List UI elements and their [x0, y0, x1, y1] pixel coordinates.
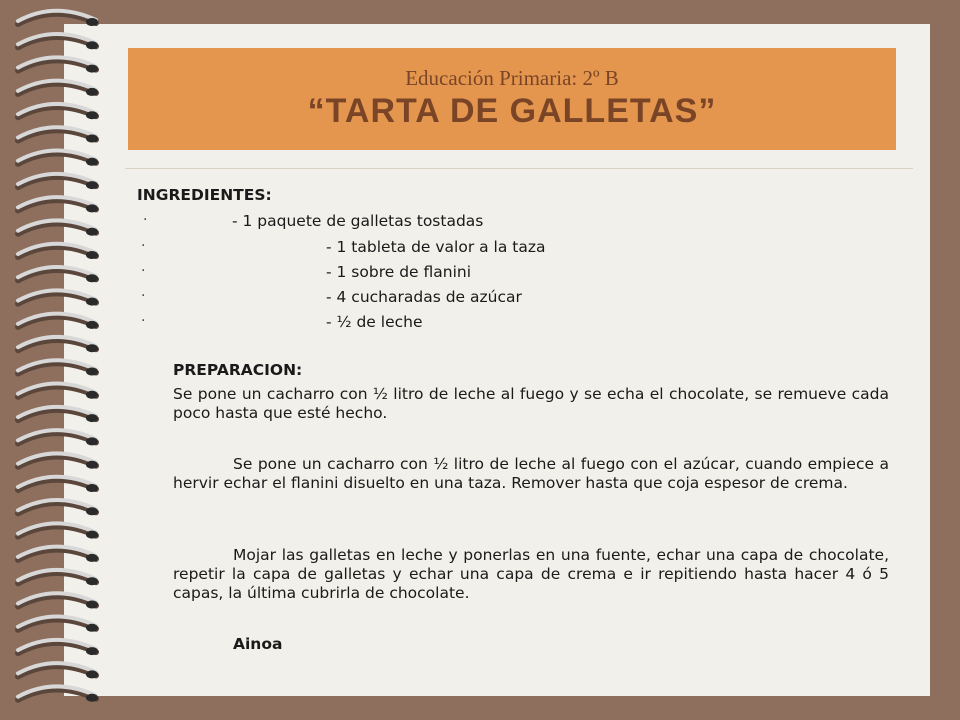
spiral-ring: [18, 244, 98, 259]
author-name: Ainoa: [233, 635, 283, 653]
spiral-ring: [18, 151, 98, 166]
list-item: - 1 tableta de valor a la taza: [326, 238, 546, 256]
spiral-ring: [18, 523, 98, 538]
spiral-ring: [18, 360, 98, 375]
spiral-ring: [18, 640, 98, 655]
spiral-ring: [18, 337, 98, 352]
spiral-ring: [18, 663, 98, 678]
page-title: “TARTA DE GALLETAS”: [307, 92, 717, 130]
spiral-ring: [18, 593, 98, 608]
ingredients-heading: INGREDIENTES:: [137, 186, 272, 204]
spiral-ring: [18, 314, 98, 329]
spiral-ring: [18, 617, 98, 632]
spiral-ring: [18, 220, 98, 235]
list-bullet: ·: [141, 263, 146, 279]
divider: [125, 168, 913, 169]
spiral-ring: [18, 453, 98, 468]
spiral-ring: [18, 384, 98, 399]
spiral-ring: [18, 430, 98, 445]
spiral-binding-icon: [0, 0, 130, 720]
spiral-ring: [18, 500, 98, 515]
list-item: - ½ de leche: [326, 313, 423, 331]
list-item: - 4 cucharadas de azúcar: [326, 288, 522, 306]
list-bullet: ·: [141, 288, 146, 304]
spiral-ring: [18, 11, 98, 26]
spiral-ring: [18, 290, 98, 305]
list-bullet: ·: [141, 313, 146, 329]
spiral-ring: [18, 197, 98, 212]
list-item: - 1 sobre de flanini: [326, 263, 472, 281]
spiral-ring: [18, 127, 98, 142]
title-banner: [128, 48, 896, 150]
spiral-ring: [18, 407, 98, 422]
spiral-ring: [18, 547, 98, 562]
list-item: - 1 paquete de galletas tostadas: [232, 212, 484, 230]
spiral-ring: [18, 570, 98, 585]
spiral-ring: [18, 267, 98, 282]
preparation-step: Se pone un cacharro con ½ litro de leche al fuego con el azúcar, cuando empiece a hervir echar el flanini disuelto en una taza. Remover hasta que coja espesor de crema.: [173, 455, 889, 492]
spiral-ring: [18, 477, 98, 492]
page-subtitle: Educación Primaria: 2º B: [405, 66, 619, 90]
list-bullet: ·: [143, 212, 148, 228]
preparation-step: Mojar las galletas en leche y ponerlas en una fuente, echar una capa de chocolate, repetir la capa de galletas y echar una capa de crema e ir repitiendo hasta hacer 4 ó 5 capas, la última cubrirla de chocolate.: [173, 546, 889, 602]
preparation-step: Se pone un cacharro con ½ litro de leche al fuego y se echa el chocolate, se remueve cada poco hasta que esté hecho.: [173, 385, 889, 422]
spiral-ring: [18, 34, 98, 49]
spiral-ring: [18, 57, 98, 72]
spiral-ring: [18, 104, 98, 119]
list-bullet: ·: [141, 238, 146, 254]
preparation-heading: PREPARACION:: [173, 361, 303, 379]
spiral-ring: [18, 81, 98, 96]
spiral-ring: [18, 686, 98, 701]
spiral-ring: [18, 174, 98, 189]
